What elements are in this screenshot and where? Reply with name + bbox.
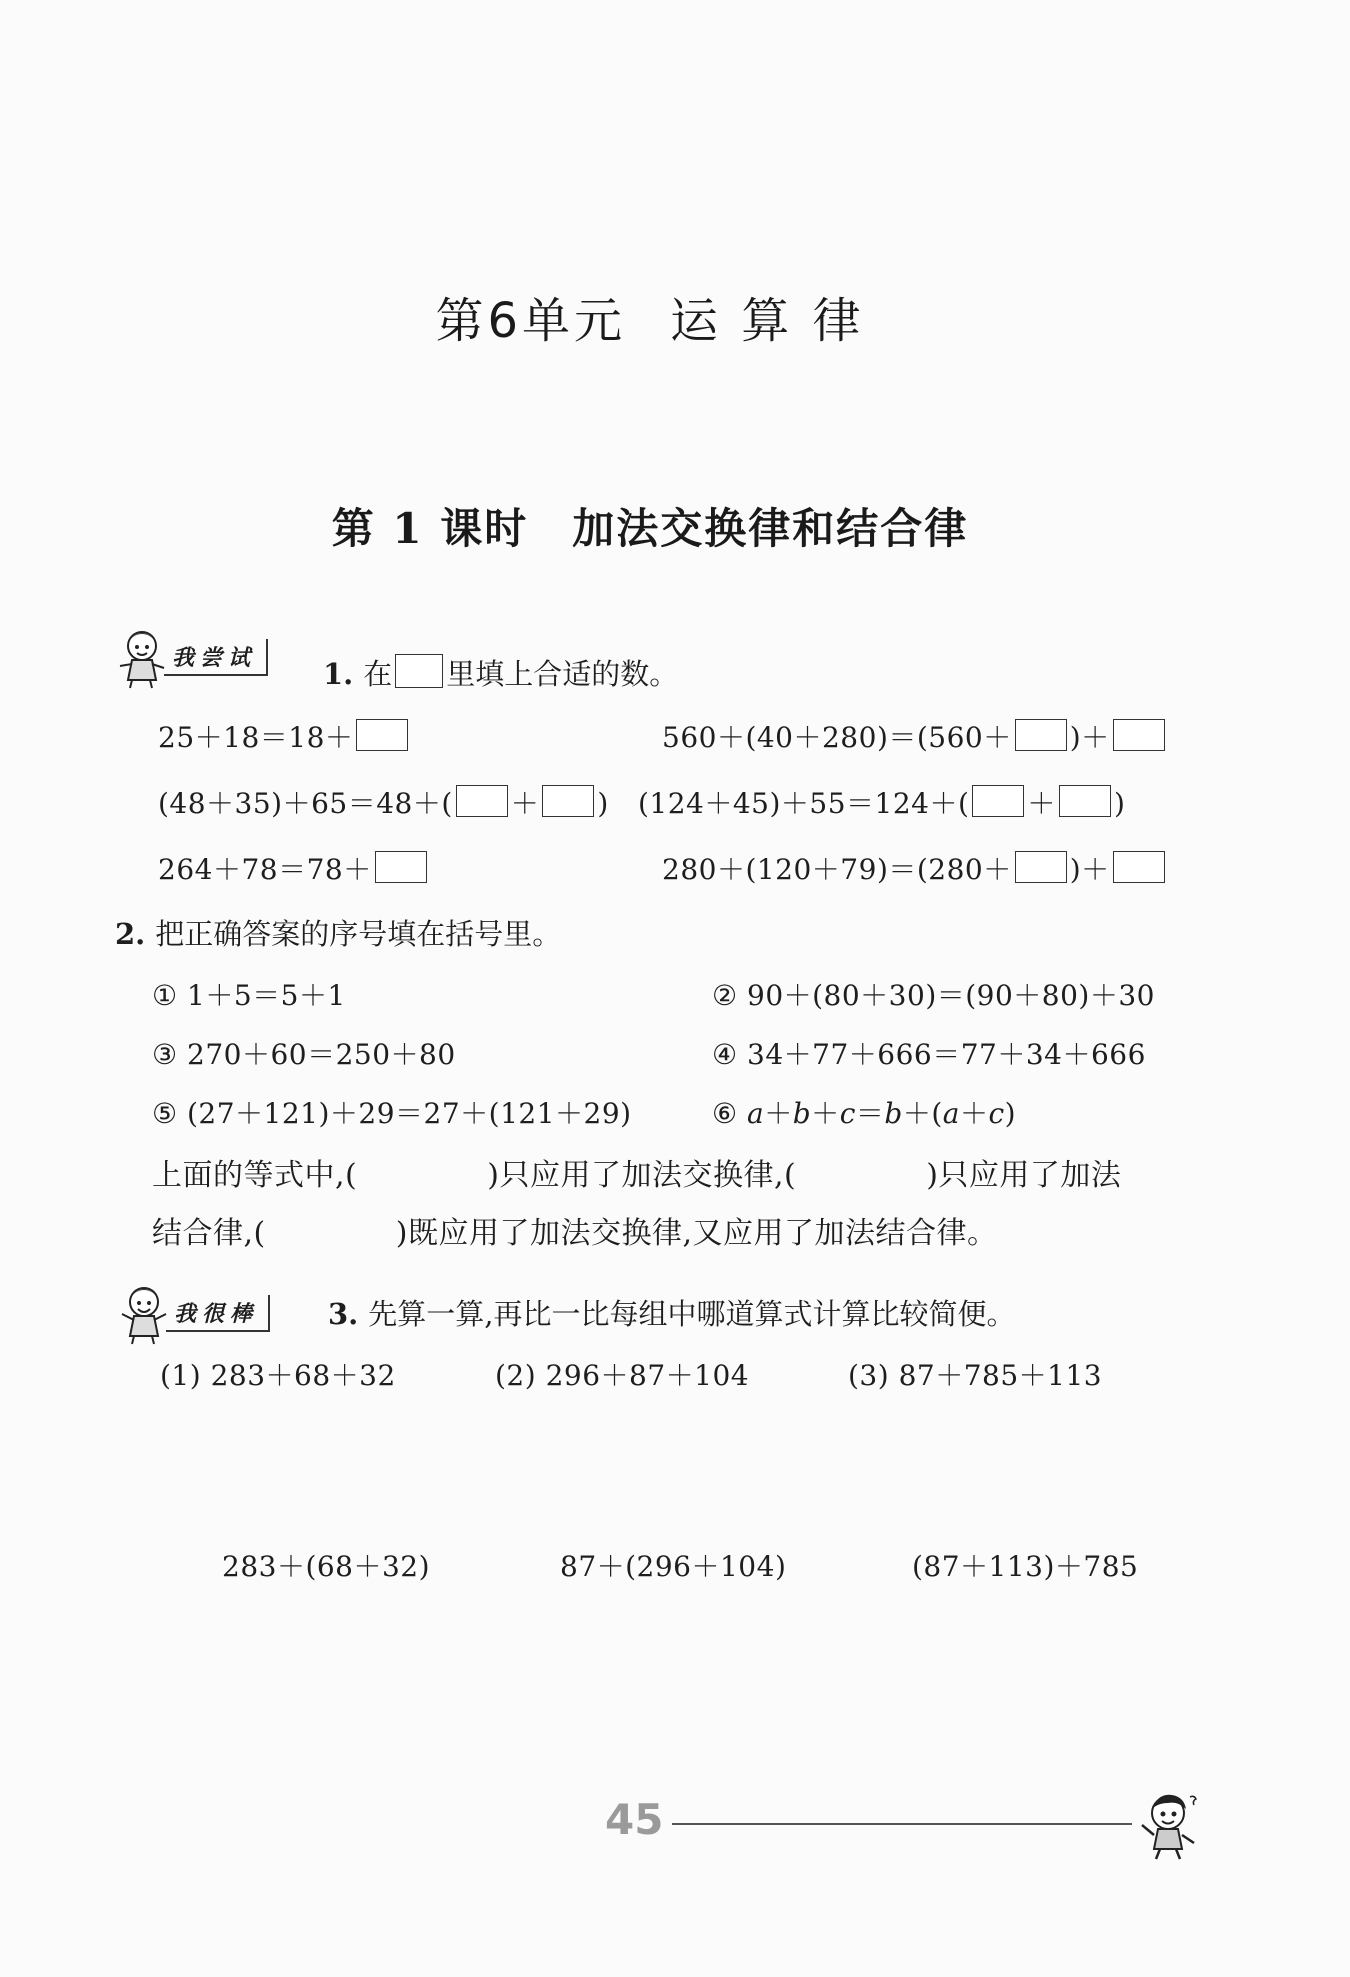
example-answer-box [395,654,443,688]
q3-problem-3: (3) 87＋785＋113 [848,1359,1103,1392]
unit-name: 运 算 律 [670,293,865,349]
girl-mascot-icon [110,622,170,692]
great-badge-label: 我很棒 [166,1295,270,1332]
lesson-number: 第 1 课时 [331,504,529,553]
q1-right-b: (124＋45)＋55＝124＋( ＋ ) [638,787,1126,820]
try-badge [110,622,268,692]
q1-right-c: 280＋(120＋79)＝(280＋ )＋ [662,848,1168,888]
question-2-number: 2. [115,917,146,951]
q2-item-5: ⑤ (27＋121)＋29＝27＋(121＋29) [152,1097,632,1130]
q2-item-1: ① 1＋5＝5＋1 [152,979,346,1012]
answer-box[interactable] [542,785,594,817]
question-1-number: 1. [323,657,354,691]
question-3-number: 3. [328,1297,359,1331]
q1-left-a: 25＋18＝18＋ [158,716,411,756]
lesson-title [0,496,1300,556]
answer-box[interactable] [1113,851,1165,883]
footer-rule [672,1823,1132,1825]
question-1-header: 1. 在 里填上合适的数。 [323,652,678,693]
unit-number: 第6单元 [435,293,626,349]
question-2-header: 2. 把正确答案的序号填在括号里。 [115,917,562,951]
answer-box[interactable] [1113,719,1165,751]
q1-left-b: (48＋35)＋65＝48＋( ＋ ) [158,787,609,820]
q2-sentence-line-1: 上面的等式中,( )只应用了加法交换律,( )只应用了加法 [152,1158,1122,1193]
girl-mascot-icon [112,1278,172,1348]
q3-alternative-3: (87＋113)＋785 [912,1550,1139,1583]
q1-right-a: 560＋(40＋280)＝(560＋ )＋ [662,716,1168,756]
great-badge [112,1278,270,1348]
q2-item-6: ⑥ a＋b＋c＝b＋(a＋c) [712,1097,1017,1130]
try-badge-label: 我尝试 [164,639,268,676]
q2-item-2: ② 90＋(80＋30)＝(90＋80)＋30 [712,979,1155,1012]
answer-box[interactable] [1015,851,1067,883]
q3-problem-1: (1) 283＋68＋32 [160,1359,396,1392]
lesson-name: 加法交换律和结合律 [572,504,969,553]
answer-box[interactable] [1015,719,1067,751]
q3-problem-2: (2) 296＋87＋104 [495,1359,750,1392]
answer-box[interactable] [356,719,408,751]
q2-item-4: ④ 34＋77＋666＝77＋34＋666 [712,1038,1146,1071]
answer-box[interactable] [375,851,427,883]
page-number: 45 [605,1795,664,1844]
q3-alternative-1: 283＋(68＋32) [222,1550,431,1583]
boy-mascot-icon [1128,1785,1208,1865]
answer-box[interactable] [456,785,508,817]
unit-title [0,282,1300,351]
q3-alternative-2: 87＋(296＋104) [560,1550,787,1583]
q2-sentence-line-2: 结合律,( )既应用了加法交换律,又应用了加法结合律。 [152,1216,998,1251]
question-3-header: 3. 先算一算,再比一比每组中哪道算式计算比较简便。 [328,1297,1016,1331]
q1-left-c: 264＋78＝78＋ [158,848,430,888]
answer-box[interactable] [1059,785,1111,817]
q2-item-3: ③ 270＋60＝250＋80 [152,1038,456,1071]
answer-box[interactable] [972,785,1024,817]
